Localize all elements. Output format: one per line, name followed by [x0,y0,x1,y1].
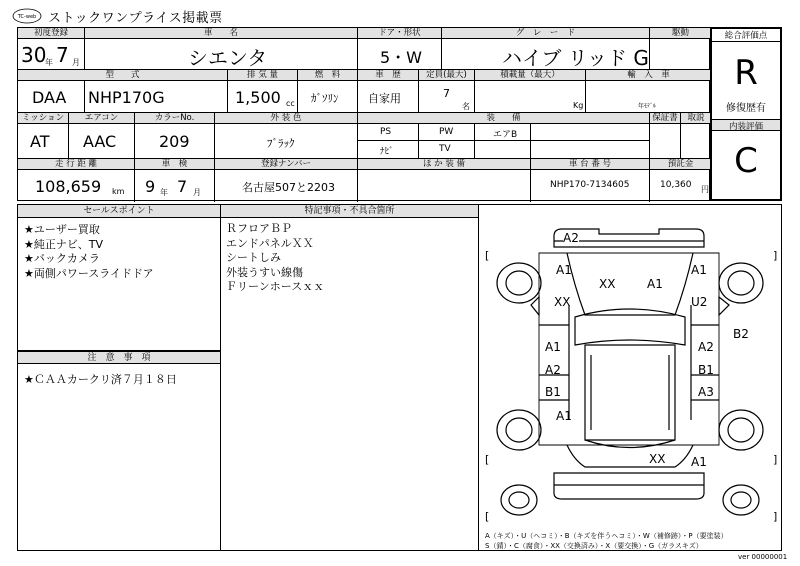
equip-tv: TV [439,144,451,154]
exterior-color-label: 外 装 色 [215,113,358,124]
list-item: ★ユーザー買取 [24,223,100,236]
damage-mark: A1 [556,263,572,277]
capacity-label: 定員(最大) [419,70,475,81]
mission-value: AT [30,132,50,151]
equip-ps: PS [380,127,392,137]
car-name-value: シエンタ [188,46,268,70]
aircon-label: エアコン [69,113,135,124]
list-item: Ｆリーンホースｘｘ [226,280,325,293]
cautions-label: 注 意 事 項 [18,351,220,364]
import-label: 輸 入 車 [586,70,711,81]
damage-mark: A1 [556,409,572,423]
equip-airbag: エアB [493,130,518,140]
damage-mark: A2 [698,340,714,354]
page-title: ストックワンプライス掲載票 [48,11,223,26]
damage-mark: XX [649,452,666,466]
warranty-label: 保証書 [650,113,681,124]
sales-points-list [24,223,154,281]
import-note: 年ﾓﾃﾞﾙ [638,103,657,110]
first-reg-cell [18,39,85,70]
displacement-value: 1,500 [235,88,281,107]
capacity-value: 7 [443,87,450,100]
inspection-month-unit: 月 [193,188,201,197]
list-item: ＲフロアＢＰ [226,222,292,235]
reserve-label: 預託金 [650,159,711,170]
list-item: ★両側パワースライドドア [24,266,154,280]
legend-line-2: S（錆）・C（腐食）・XX（交換済み）・X（要交換）・G（ガラスキズ） [485,542,703,550]
interior-eval-label: 内装評価 [712,119,780,131]
displacement-label: 排 気 量 [228,70,298,81]
history-label: 車 歴 [358,70,419,81]
damage-mark: A3 [698,385,714,399]
damage-mark: A1 [691,455,707,469]
damage-mark: A1 [691,263,707,277]
cautions-section [17,351,221,551]
mileage-unit: km [112,187,125,196]
damage-mark: XX [599,277,616,291]
fuel-label: 燃 料 [298,70,358,81]
grade-label: グ レ ー ド [442,28,650,39]
list-item: ★ＣＡＡカークリ済７月１８日 [24,373,177,386]
vehicle-info-table [17,27,710,201]
list-item: エンドパネルＸＸ [226,236,314,250]
bracket-left: [ [485,510,490,523]
damage-mark: XX [554,295,571,309]
bracket-left: [ [485,249,490,262]
sales-points-label: セールスポイント [18,205,220,218]
other-equipment-cell [358,170,531,202]
damage-mark: A2 [545,363,561,377]
overall-grade-note: 修復歴有 [726,103,766,114]
svg-text:TC-web: TC-web [17,14,37,20]
bracket-left: [ [485,453,490,466]
equip-navi: ﾅﾋﾞ [380,147,394,157]
list-item: ★バックカメラ [24,252,100,265]
fuel-value: ｶﾞｿﾘﾝ [311,92,339,105]
chassis-no-value: NHP170-7134605 [550,180,630,190]
special-notes-section [221,204,479,551]
capacity-unit: 名 [462,102,470,111]
plate-label: 登録ナンバー [215,159,358,170]
sales-points-section [17,204,221,351]
exterior-color-value: ﾌﾞﾗｯｸ [267,137,295,150]
damage-mark: A1 [545,340,561,354]
damage-mark: B1 [698,363,714,377]
mileage-value: 108,659 [35,177,102,196]
chassis-no-label: 車 台 番 号 [531,159,650,170]
model-value: DAA [32,88,67,107]
grade-value: ハイブ リッド G [502,46,649,70]
color-no-label: カラーNo. [135,113,215,124]
overall-grade: R [734,53,758,93]
warranty-cell [650,124,681,159]
damage-mark: U2 [691,295,708,309]
mission-label: ミッション [18,113,69,124]
first-reg-month: 7 [56,43,69,67]
car-outline-diagram [479,205,781,551]
equip-pw: PW [439,127,454,137]
damage-mark: B1 [545,385,561,399]
car-name-label: 車 名 [85,28,358,39]
history-value: 自家用 [368,92,401,105]
other-equipment-label: ほ か 装 備 [358,159,531,170]
first-reg-label: 初度登録 [18,28,85,39]
door-type-value: 5・W [380,48,423,67]
damage-mark: A1 [647,277,663,291]
model-code-value: NHP170G [88,88,165,107]
special-notes-label: 特記事項・不具合箇所 [221,205,478,218]
drive-cell [650,39,711,70]
interior-grade: C [734,141,758,181]
bracket-right: ] [773,510,778,523]
version-label: ver 00000001 [738,553,788,561]
legend-line-1: A（キズ）・U（ヘコミ）・B（キズを伴うヘコミ）・W（補修跡）・P（要塗装） [485,532,728,540]
list-item: シートしみ [226,251,281,264]
reserve-unit: 円 [701,185,709,194]
manual-label: 取説 [681,113,711,124]
tc-web-logo [12,7,42,24]
overall-eval-label: 総合評価点 [712,29,780,42]
month-unit: 月 [72,58,80,67]
special-notes-list [226,222,324,295]
model-label: 型 式 [18,70,228,81]
plate-value: 名古屋507と2203 [242,181,335,194]
color-no-value: 209 [159,132,190,151]
mileage-label: 走 行 距 離 [18,159,135,170]
inspection-year: 9 [145,177,156,196]
inspection-label: 車 検 [135,159,215,170]
damage-mark: A2 [563,231,579,245]
bracket-right: ] [773,453,778,466]
evaluation-box [710,27,782,201]
first-reg-year: 30 [21,43,47,67]
damage-diagram-section [479,204,782,551]
door-type-label: ドア・形状 [358,28,442,39]
aircon-value: AAC [83,132,117,151]
cautions-list [24,373,177,388]
equipment-label: 装 備 [358,113,650,124]
inspection-month: 7 [177,177,188,196]
payload-unit: Kg [573,101,584,110]
drive-label: 駆動 [650,28,711,39]
damage-mark: B2 [733,327,749,341]
payload-label: 積載量（最大） [475,70,586,81]
inspection-year-unit: 年 [160,188,168,197]
bracket-right: ] [773,249,778,262]
list-item: 外装うすい線傷 [226,265,303,279]
displacement-unit: cc [286,99,295,108]
reserve-value: 10,360 [660,180,692,190]
manual-cell [681,124,711,159]
list-item: ★純正ナビ、TV [24,237,103,251]
year-unit: 年 [45,58,53,67]
